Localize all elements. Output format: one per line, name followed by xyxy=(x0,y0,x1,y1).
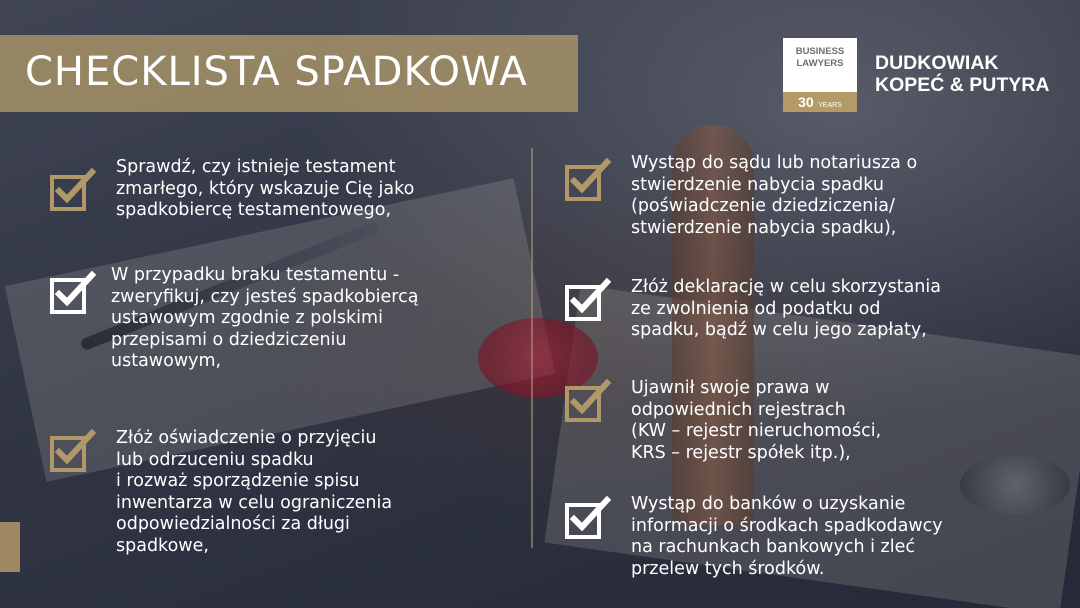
checkbox-icon xyxy=(48,270,96,318)
logo-number: 30 xyxy=(798,94,814,110)
text-line: Złóż deklarację w celu skorzystania xyxy=(631,277,941,297)
firm-name xyxy=(875,52,1049,96)
checklist-item-text xyxy=(116,428,392,557)
business-lawyers-logo xyxy=(783,38,857,112)
checklist-item-text xyxy=(116,157,414,222)
text-line: spadku, bądź w celu jego zapłaty, xyxy=(631,320,927,340)
text-line: (KW – rejestr nieruchomości, xyxy=(631,421,882,441)
text-line: na rachunkach bankowych i zleć xyxy=(631,537,915,557)
logo-text xyxy=(783,46,857,70)
page-title: CHECKLISTA SPADKOWA xyxy=(25,49,528,95)
text-line: Ujawnił swoje prawa w xyxy=(631,378,830,398)
text-line: inwentarza w celu ograniczenia xyxy=(116,492,393,513)
text-line: odpowiednich rejestrach xyxy=(631,399,846,420)
checklist-item-text xyxy=(631,153,917,239)
checklist-item-text xyxy=(631,378,881,464)
text-line: stwierdzenie nabycia spadku), xyxy=(631,217,897,238)
text-line: Sprawdź, czy istnieje testament xyxy=(116,157,396,177)
text-line: ustawowym zgodnie z polskimi xyxy=(111,308,383,328)
text-line: i rozważ sporządzenie spisu xyxy=(116,471,360,491)
text-line: spadkowe, xyxy=(116,535,209,556)
text-line: informacji o środkach spadkodawcy xyxy=(631,515,943,536)
text-line: W przypadku braku testamentu - xyxy=(111,265,400,285)
checklist-item-text xyxy=(631,494,943,580)
text-line: KRS – rejestr spółek itp.), xyxy=(631,442,851,463)
text-line: (poświadczenie dziedziczenia/ xyxy=(631,196,895,216)
checkbox-icon xyxy=(563,157,611,205)
checkbox-icon xyxy=(563,277,611,325)
text-line: przelew tych środków. xyxy=(631,558,825,579)
text-line: zmarłego, który wskazuje Cię jako xyxy=(116,178,415,199)
checklist-item-text xyxy=(111,265,418,373)
text-line: Wystąp do banków o uzyskanie xyxy=(631,494,906,514)
text-line: Złóż oświadczenie o przyjęciu xyxy=(116,428,377,448)
firm-name-line1: DUDKOWIAK xyxy=(875,52,999,74)
column-divider xyxy=(531,148,533,548)
text-line: przepisami o dziedziczeniu xyxy=(111,329,347,350)
checkbox-icon xyxy=(563,495,611,543)
logo-years: YEARS xyxy=(818,102,842,109)
background-metal-seal xyxy=(960,455,1070,515)
logo-band xyxy=(783,92,857,112)
firm-name-line2: KOPEĆ & PUTYRA xyxy=(875,74,1050,96)
text-line: zweryfikuj, czy jesteś spadkobiercą xyxy=(111,286,419,307)
logo-line1: BUSINESS xyxy=(795,46,845,57)
text-line: ustawowym, xyxy=(111,351,222,371)
text-line: Wystąp do sądu lub notariusza o xyxy=(631,153,918,173)
checkbox-icon xyxy=(48,167,96,215)
text-line: lub odrzuceniu spadku xyxy=(116,449,314,470)
text-line: stwierdzenie nabycia spadku xyxy=(631,174,884,195)
checkbox-icon xyxy=(48,428,96,476)
logo-line2: LAWYERS xyxy=(796,58,844,69)
text-line: ze zwolnienia od podatku od xyxy=(631,298,881,319)
text-line: spadkobiercę testamentowego, xyxy=(116,200,392,220)
checkbox-icon xyxy=(563,378,611,426)
gold-accent-bar xyxy=(0,522,20,572)
text-line: odpowiedzialności za długi xyxy=(116,514,350,534)
checklist-item-text xyxy=(631,277,941,342)
